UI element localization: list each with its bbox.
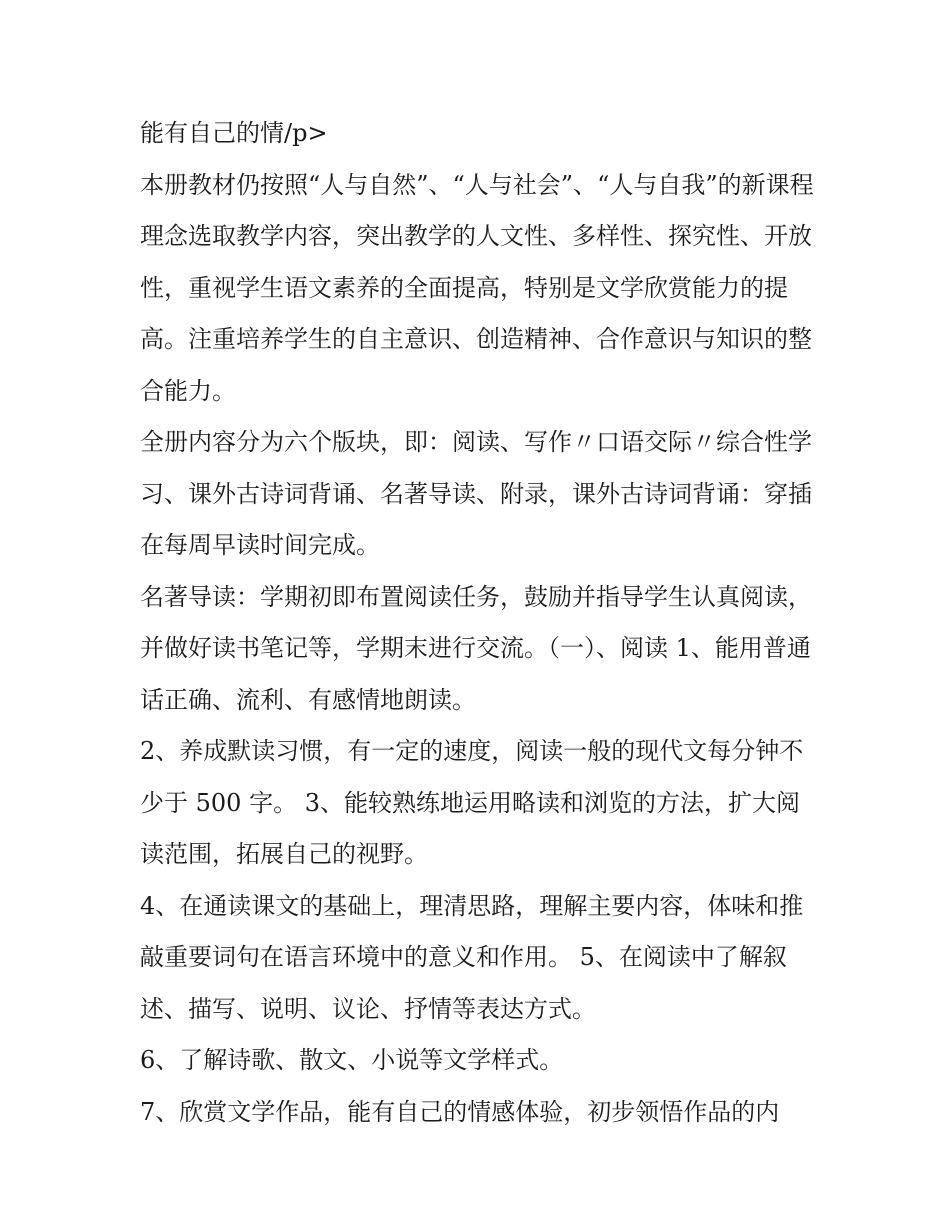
paragraph-item-2-3: 2、养成默读习惯，有一定的速度，阅读一般的现代文每分钟不少于 500 字。 3、能较熟练地运用略读和浏览的方法，扩大阅读范围，拓展自己的视野。 xyxy=(140,737,804,868)
paragraph-fragment-heading: 能有自己的情/p> xyxy=(140,119,328,147)
paragraph-item-4-5: 4、在通读课文的基础上，理清思路，理解主要内容，体味和推敲重要词句在语言环境中的意义和作用。 5、在阅读中了解叙述、描写、说明、议论、抒情等表达方式。 xyxy=(140,891,804,1023)
paragraph-item-7: 7、欣赏文学作品，能有自己的情感体验，初步领悟作品的内 xyxy=(140,1097,780,1126)
paragraph-classic-reading: 名著导读：学期初即布置阅读任务，鼓励并指导学生认真阅读，并做好读书笔记等，学期末进行交流。（一）、阅读 1、能用普通话正确、流利、有感情地朗读。 xyxy=(140,582,812,714)
paragraph-item-6: 6、了解诗歌、散文、小说等文学样式。 xyxy=(140,1046,564,1074)
paragraph-textbook-concept: 本册教材仍按照“人与自然”、“人与社会”、“人与自我”的新课程理念选取教学内容，突出教学的人文性、多样性、探究性、开放性，重视学生语文素养的全面提高，特别是文学欣赏能力的提高。注重培养学生的自主意识、创造精神、合作意识与知识的整合能力。 xyxy=(140,170,814,405)
document-body xyxy=(140,108,820,1138)
paragraph-content-sections: 全册内容分为六个版块，即：阅读、写作〃口语交际〃综合性学习、课外古诗词背诵、名著导读、附录，课外古诗词背诵：穿插在每周早读时间完成。 xyxy=(140,428,812,559)
